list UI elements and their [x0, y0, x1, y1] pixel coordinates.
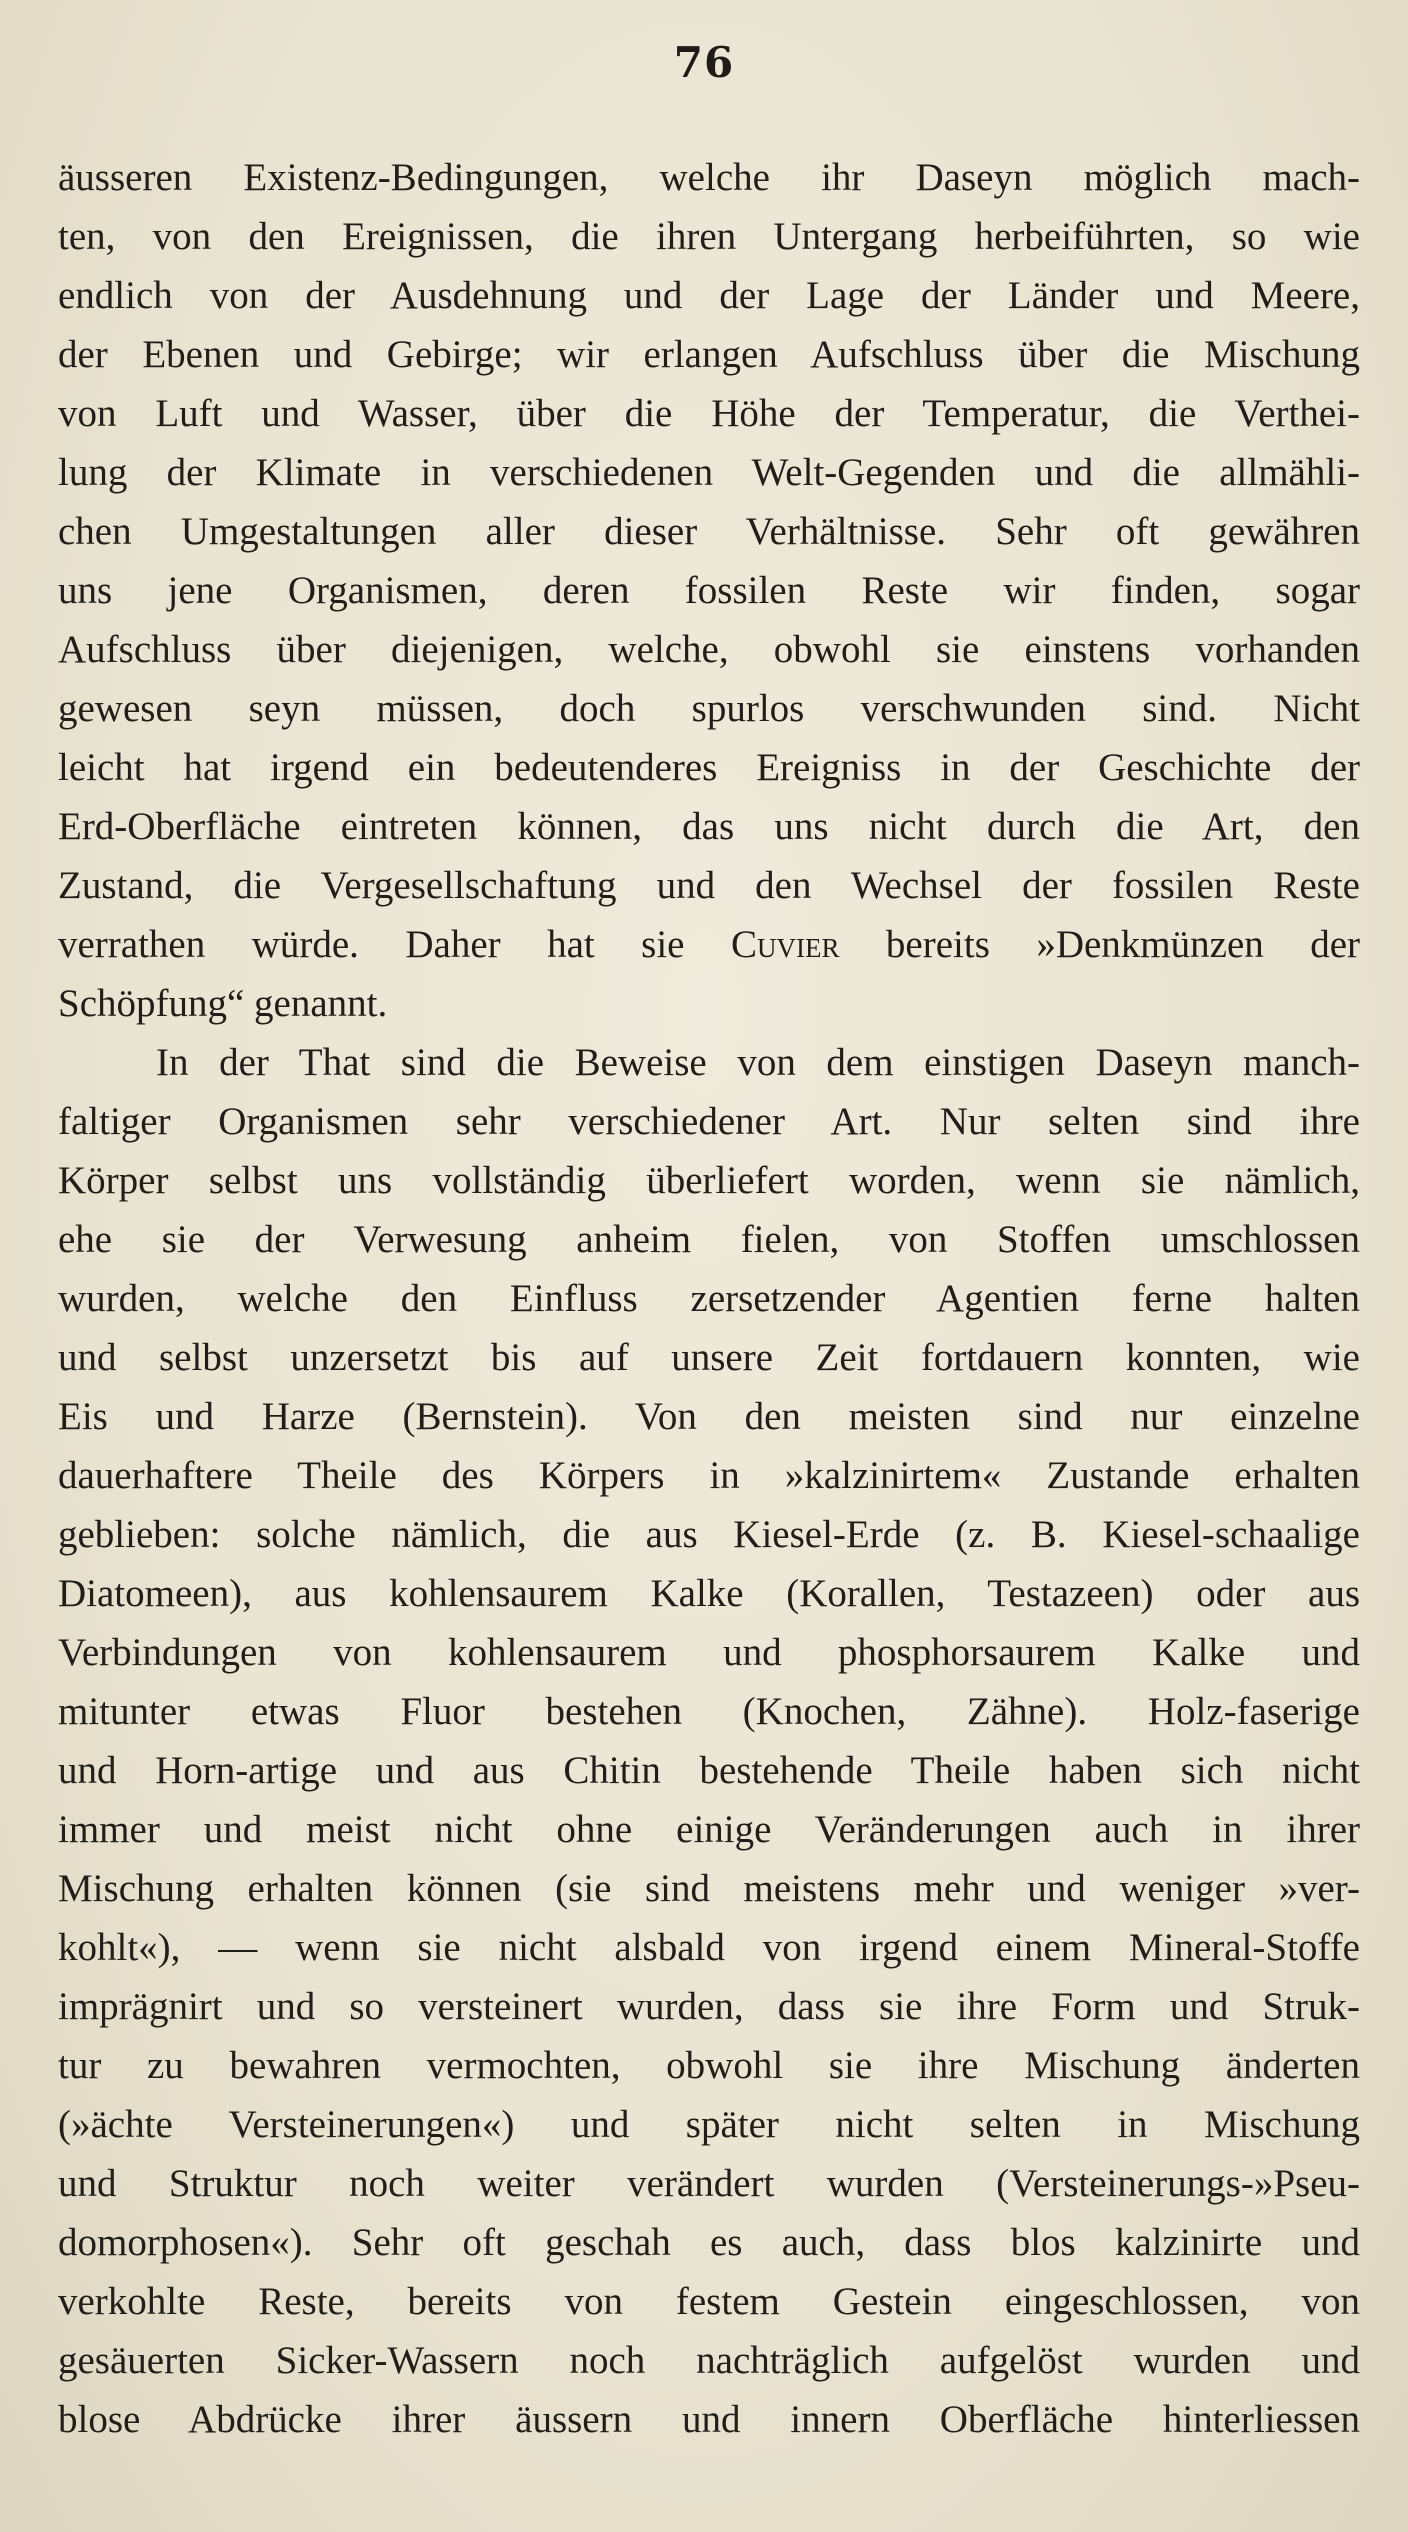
- text-line: kohlt«), — wenn sie nicht alsbald von irgend einem Mineral-Stoffe: [58, 1926, 1360, 1969]
- paragraph-end-line: Schöpfung“ genannt.: [58, 982, 388, 1025]
- text-line: von Luft und Wasser, über die Höhe der Temperatur, die Verthei-: [58, 392, 1360, 435]
- text-line: Zustand, die Vergesellschaftung und den Wechsel der fossilen Reste: [58, 864, 1360, 907]
- text-line: wurden, welche den Einfluss zersetzender Agentien ferne halten: [58, 1277, 1360, 1320]
- text-line: und Horn-artige und aus Chitin bestehende Theile haben sich nicht: [58, 1749, 1360, 1792]
- text-line: domorphosen«). Sehr oft geschah es auch, dass blos kalzinirte und: [58, 2221, 1360, 2264]
- text-line: geblieben: solche nämlich, die aus Kiesel-Erde (z. B. Kiesel-schaalige: [58, 1513, 1360, 1556]
- text-line: lung der Klimate in verschiedenen Welt-Gegenden und die allmähli-: [58, 451, 1360, 494]
- text-line: Erd-Oberfläche eintreten können, das uns nicht durch die Art, den: [58, 805, 1360, 848]
- text-fragment: bereits »Denkmünzen der: [885, 923, 1361, 966]
- text-line: gesäuerten Sicker-Wassern noch nachträglich aufgelöst wurden und: [58, 2339, 1360, 2382]
- text-line: tur zu bewahren vermochten, obwohl sie ihre Mischung änderten: [58, 2044, 1360, 2087]
- text-line: Verbindungen von kohlensaurem und phosphorsaurem Kalke und: [58, 1631, 1360, 1674]
- text-line: imprägnirt und so versteinert wurden, dass sie ihre Form und Struk-: [58, 1985, 1360, 2028]
- text-line: endlich von der Ausdehnung und der Lage der Länder und Meere,: [58, 274, 1360, 317]
- text-line: immer und meist nicht ohne einige Veränderungen auch in ihrer: [58, 1808, 1360, 1851]
- text-line: dauerhaftere Theile des Körpers in »kalzinirtem« Zustande erhalten: [58, 1454, 1360, 1497]
- author-name-cuvier: Cuvier: [730, 923, 840, 966]
- page-number: 76: [673, 38, 735, 87]
- paragraph-start-line: In der That sind die Beweise von dem einstigen Daseyn manch-: [156, 1041, 1360, 1084]
- text-line: Eis und Harze (Bernstein). Von den meisten sind nur einzelne: [58, 1395, 1360, 1438]
- text-line: Mischung erhalten können (sie sind meistens mehr und weniger »ver-: [58, 1867, 1360, 1910]
- text-fragment: verrathen würde. Daher hat sie: [58, 923, 685, 966]
- body-text: [58, 148, 1360, 2449]
- text-line: faltiger Organismen sehr verschiedener Art. Nur selten sind ihre: [58, 1100, 1360, 1143]
- text-line: ehe sie der Verwesung anheim fielen, von Stoffen umschlossen: [58, 1218, 1360, 1261]
- text-line: mitunter etwas Fluor bestehen (Knochen, Zähne). Holz-faserige: [58, 1690, 1360, 1733]
- text-line: leicht hat irgend ein bedeutenderes Ereigniss in der Geschichte der: [58, 746, 1360, 789]
- text-line: Aufschluss über diejenigen, welche, obwohl sie einstens vorhanden: [58, 628, 1360, 671]
- text-line: der Ebenen und Gebirge; wir erlangen Aufschluss über die Mischung: [58, 333, 1360, 376]
- text-line: (»ächte Versteinerungen«) und später nicht selten in Mischung: [58, 2103, 1360, 2146]
- text-line: äusseren Existenz-Bedingungen, welche ihr Daseyn möglich mach-: [58, 156, 1360, 199]
- text-line: ten, von den Ereignissen, die ihren Untergang herbeiführten, so wie: [58, 215, 1360, 258]
- text-line: chen Umgestaltungen aller dieser Verhältnisse. Sehr oft gewähren: [58, 510, 1360, 553]
- text-line: uns jene Organismen, deren fossilen Reste wir finden, sogar: [58, 569, 1360, 612]
- text-line: Körper selbst uns vollständig überliefert worden, wenn sie nämlich,: [58, 1159, 1360, 1202]
- text-line: blose Abdrücke ihrer äussern und innern Oberfläche hinterliessen: [58, 2398, 1360, 2441]
- text-line: Diatomeen), aus kohlensaurem Kalke (Korallen, Testazeen) oder aus: [58, 1572, 1360, 1615]
- text-line-cuvier: [58, 915, 1360, 974]
- text-line: gewesen seyn müssen, doch spurlos verschwunden sind. Nicht: [58, 687, 1360, 730]
- text-line: und selbst unzersetzt bis auf unsere Zeit fortdauern konnten, wie: [58, 1336, 1360, 1379]
- text-line: verkohlte Reste, bereits von festem Gestein eingeschlossen, von: [58, 2280, 1360, 2323]
- text-line: und Struktur noch weiter verändert wurden (Versteinerungs-»Pseu-: [58, 2162, 1360, 2205]
